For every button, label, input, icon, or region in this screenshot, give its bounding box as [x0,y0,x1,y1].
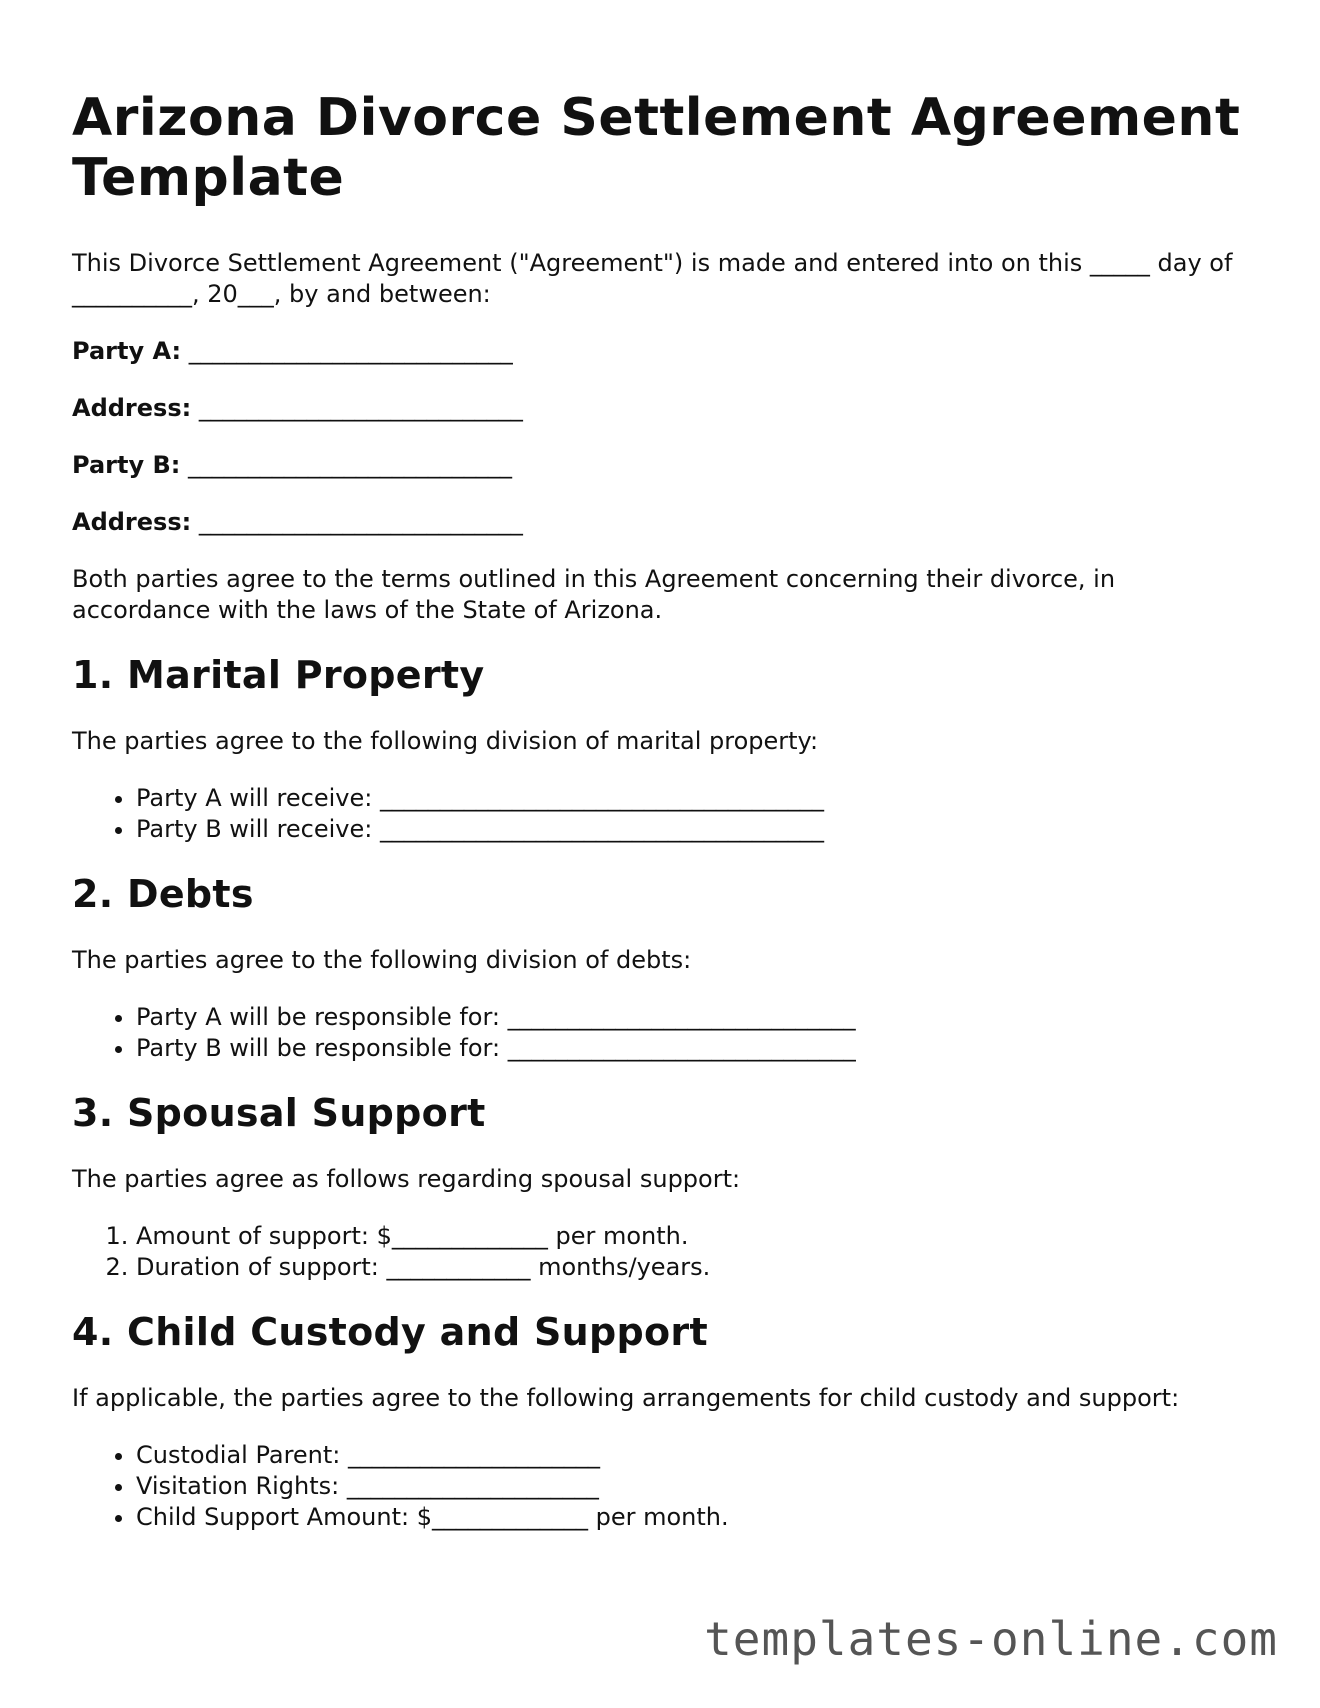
child-custody-list [72,1440,1252,1533]
party-b-address-field [72,507,1252,538]
document-page [72,88,1252,1559]
debts-list [72,1002,1252,1064]
section-text-child-custody: If applicable, the parties agree to the following arrangements for child custody and support: [72,1384,1180,1412]
list-item: • Party A will receive: _____________________________________ [136,783,1252,814]
section-heading-debts: 2. Debts [72,872,254,916]
spousal-support-list [72,1221,1252,1283]
section-heading-child-custody: 4. Child Custody and Support [72,1310,708,1354]
list-item: • Child Support Amount: $_____________ per month. [136,1502,1252,1533]
party-b-address-label: Address: [72,508,192,536]
list-item: • Custodial Parent: _____________________ [136,1440,1252,1471]
intro-paragraph: This Divorce Settlement Agreement ("Agreement") is made and entered into on this _____ day of __________, 20___, by and between: [72,249,1233,308]
list-item: 1. Amount of support: $_____________ per month. [136,1221,1252,1252]
party-a-label: Party A: [72,337,182,365]
section-heading-marital-property: 1. Marital Property [72,653,485,697]
section-text-debts: The parties agree to the following division of debts: [72,946,692,974]
section-heading-spousal-support: 3. Spousal Support [72,1091,486,1135]
section-text-marital-property: The parties agree to the following division of marital property: [72,727,819,755]
list-item: • Party B will be responsible for: _____________________________ [136,1033,1252,1064]
list-item: • Party B will receive: _____________________________________ [136,814,1252,845]
list-item: • Visitation Rights: _____________________ [136,1471,1252,1502]
party-a-blank: ___________________________ [188,337,513,365]
list-item: 2. Duration of support: ____________ months/years. [136,1252,1252,1283]
party-b-address-blank: ___________________________ [198,508,523,536]
party-a-address-field [72,393,1252,424]
marital-property-list [72,783,1252,845]
party-a-address-label: Address: [72,394,192,422]
party-b-field [72,450,1252,481]
watermark: templates-online.com [704,1612,1278,1666]
party-b-label: Party B: [72,451,181,479]
list-item: • Party A will be responsible for: _____________________________ [136,1002,1252,1033]
section-text-spousal-support: The parties agree as follows regarding spousal support: [72,1165,741,1193]
party-a-field [72,336,1252,367]
party-a-address-blank: ___________________________ [198,394,523,422]
document-title: Arizona Divorce Settlement Agreement Template [72,88,1241,208]
party-b-blank: ___________________________ [187,451,512,479]
agreement-paragraph: Both parties agree to the terms outlined in this Agreement concerning their divorce, in accordance with the laws of the State of Arizona. [72,565,1116,624]
